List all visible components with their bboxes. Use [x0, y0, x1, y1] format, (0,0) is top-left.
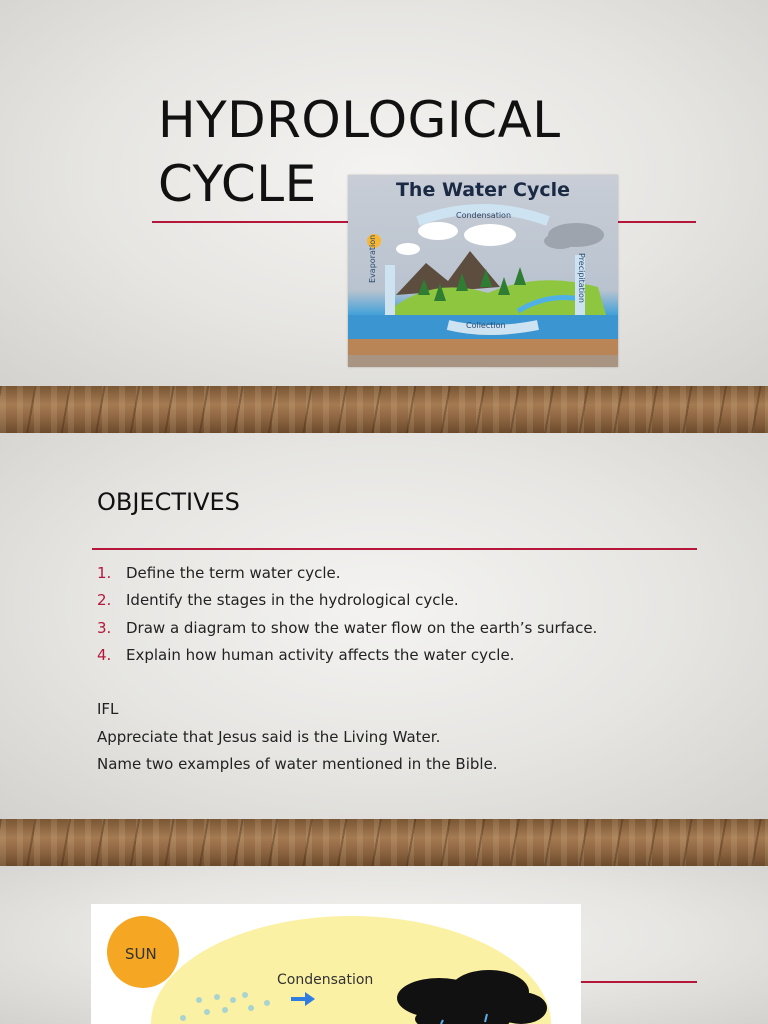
label-condensation: Condensation [456, 211, 512, 220]
objective-number: 1. [97, 564, 112, 582]
objective-number: 3. [97, 618, 112, 637]
ifl-heading: IFL [97, 700, 119, 718]
title-rule-left [152, 221, 348, 223]
objective-text: Identify the stages in the hydrological cycle. [126, 591, 459, 610]
title-line-1: HYDROLOGICAL [158, 91, 561, 149]
objective-number: 2. [97, 591, 112, 610]
diagram-rule-right [581, 981, 697, 983]
objective-number: 4. [97, 645, 112, 664]
objectives-list [97, 562, 597, 671]
objective-item [97, 589, 597, 616]
title-line-2: CYCLE [158, 155, 317, 213]
slide-objectives [0, 433, 768, 819]
water-cycle-image [348, 175, 618, 367]
water-cycle-image-heading: The Water Cycle [395, 179, 571, 201]
slide-title [0, 0, 768, 386]
label-precipitation: Precipitation [577, 253, 586, 304]
rain-cloud-icon [544, 223, 604, 249]
diagram-illustration [91, 904, 581, 1024]
objectives-rule [92, 548, 697, 550]
condensation-label: Condensation [277, 972, 374, 988]
wood-floor-divider-2 [0, 819, 768, 866]
sun-label: SUN [125, 945, 157, 963]
objective-text: Define the term water cycle. [126, 564, 341, 582]
ifl-section [97, 696, 498, 779]
objectives-heading: OBJECTIVES [97, 488, 240, 516]
title-rule-right [618, 221, 696, 223]
water-cycle-diagram [91, 904, 581, 1024]
objective-item [97, 617, 597, 644]
objective-item [97, 644, 597, 671]
label-collection: Collection [466, 321, 506, 330]
wood-floor-divider-1 [0, 386, 768, 433]
objective-text: Explain how human activity affects the water cycle. [126, 645, 515, 664]
objective-text: Draw a diagram to show the water flow on the earth’s surface. [126, 618, 598, 637]
label-evaporation: Evaporation [368, 234, 377, 283]
ifl-line: Appreciate that Jesus said is the Living Water. [97, 727, 441, 746]
cloud-icon [396, 222, 516, 255]
objective-item [97, 562, 597, 589]
ifl-line: Name two examples of water mentioned in the Bible. [97, 755, 498, 773]
